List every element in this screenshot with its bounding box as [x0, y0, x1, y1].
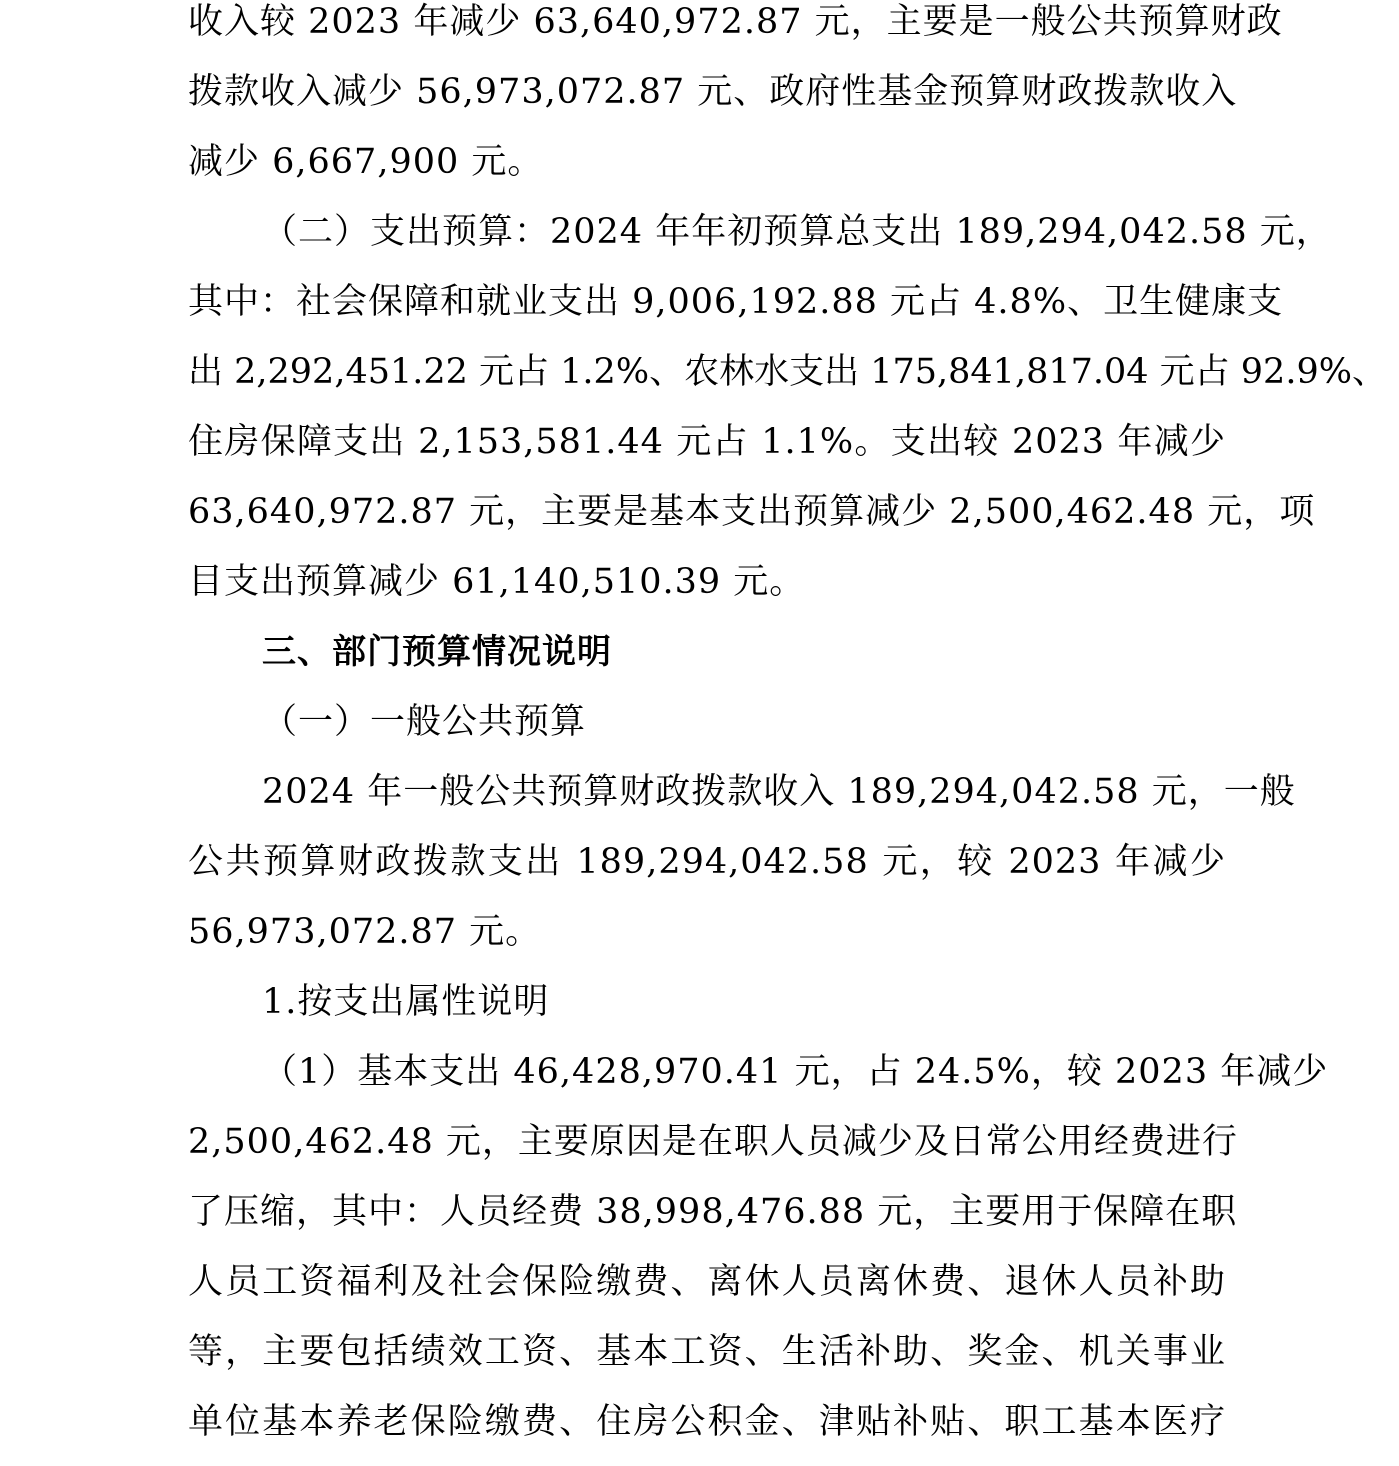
paragraph-line: 出 2,292,451.22 元占 1.2%、农林水支出 175,841,817.04 元占 92.9%、: [188, 352, 1387, 392]
paragraph-line: 单位基本养老保险缴费、住房公积金、津贴补贴、职工基本医疗: [188, 1402, 1226, 1442]
paragraph-line: 63,640,972.87 元，主要是基本支出预算减少 2,500,462.48 元，项: [188, 492, 1316, 532]
paragraph-line: 拨款收入减少 56,973,072.87 元、政府性基金预算财政拨款收入: [188, 72, 1238, 112]
paragraph-line: 2,500,462.48 元，主要原因是在职人员减少及日常公用经费进行: [188, 1122, 1238, 1162]
section-heading: 三、部门预算情况说明: [262, 632, 612, 672]
paragraph-line: 收入较 2023 年减少 63,640,972.87 元，主要是一般公共预算财政: [188, 2, 1283, 42]
subsection-heading: （一）一般公共预算: [262, 702, 587, 742]
paragraph-line: 人员工资福利及社会保险缴费、离休人员离休费、退休人员补助: [188, 1262, 1226, 1302]
paragraph-line: （二）支出预算：2024 年年初预算总支出 189,294,042.58 元，: [262, 212, 1332, 252]
paragraph-line: 2024 年一般公共预算财政拨款收入 189,294,042.58 元，一般: [262, 772, 1296, 812]
paragraph-line: （1）基本支出 46,428,970.41 元，占 24.5%，较 2023 年减少: [262, 1052, 1329, 1092]
paragraph-line: 了压缩，其中：人员经费 38,998,476.88 元，主要用于保障在职: [188, 1192, 1238, 1232]
paragraph-line: 公共预算财政拨款支出 189,294,042.58 元，较 2023 年减少: [188, 842, 1226, 882]
paragraph-line: 减少 6,667,900 元。: [188, 142, 544, 182]
paragraph-line: 住房保障支出 2,153,581.44 元占 1.1%。支出较 2023 年减少: [188, 422, 1226, 462]
paragraph-line: 其中：社会保障和就业支出 9,006,192.88 元占 4.8%、卫生健康支: [188, 282, 1284, 322]
list-heading: 1.按支出属性说明: [262, 982, 550, 1022]
paragraph-line: 等，主要包括绩效工资、基本工资、生活补助、奖金、机关事业: [188, 1332, 1226, 1372]
paragraph-line: 56,973,072.87 元。: [188, 912, 542, 952]
paragraph-line: 目支出预算减少 61,140,510.39 元。: [188, 562, 806, 602]
